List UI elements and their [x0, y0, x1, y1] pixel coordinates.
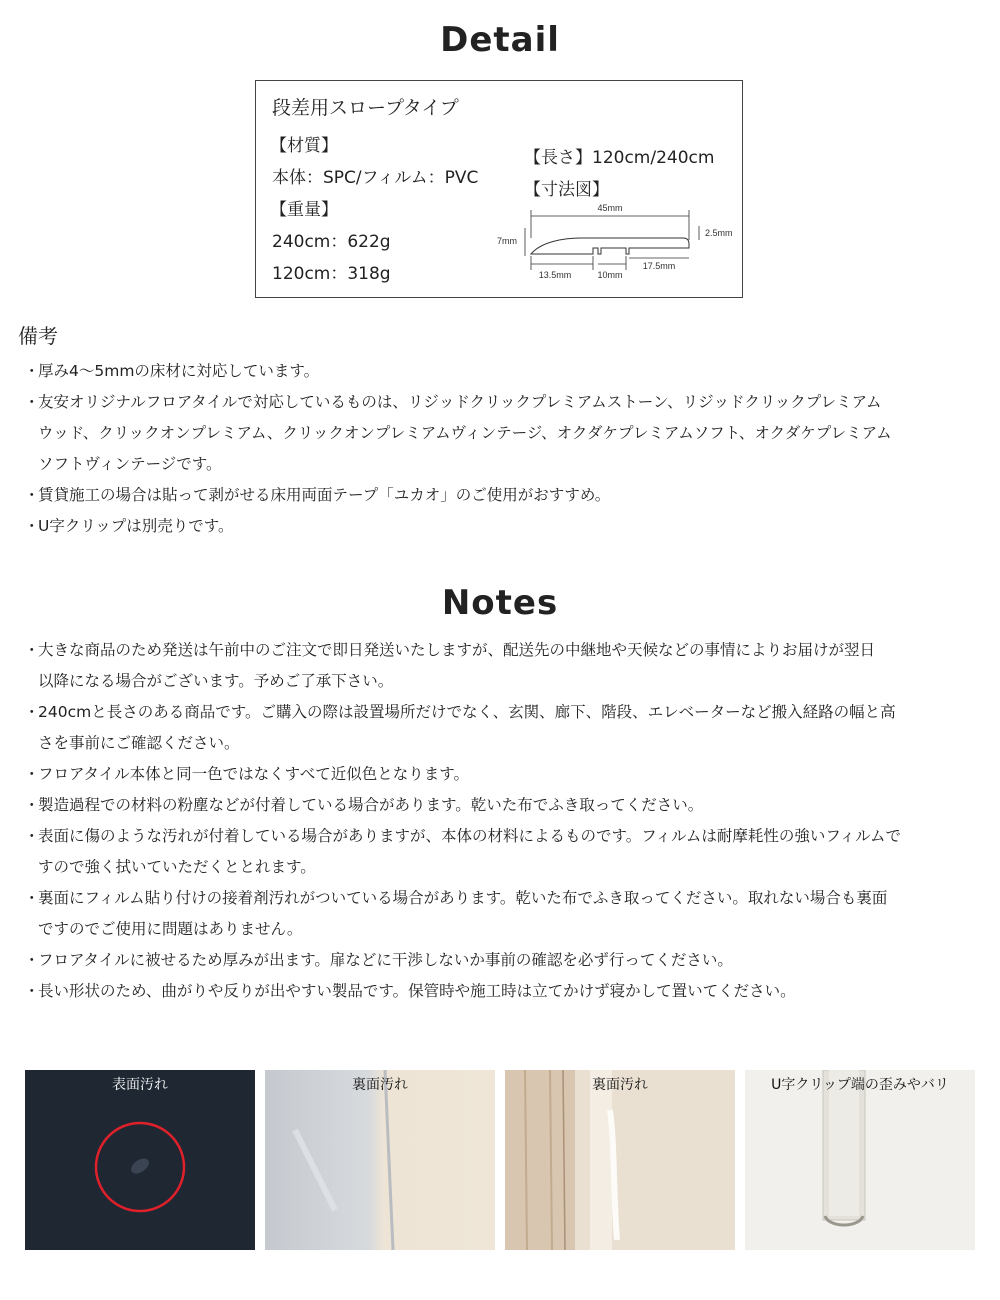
back-stain-image-2: [505, 1070, 735, 1250]
bullet-line: ウッド、クリックオンプレミアム、クリックオンプレミアムヴィンテージ、オクダケプレミアムソフト、オクダケプレミアム: [38, 424, 892, 442]
bullet-line: U字クリップは別売りです。: [38, 517, 234, 535]
bullet-line: 裏面にフィルム貼り付けの接着剤汚れがついている場合があります。乾いた布でふき取ってください。取れない場合も裏面: [38, 889, 888, 907]
bullet-item: [24, 480, 984, 511]
spec-title: 段差用スロープタイプ: [272, 97, 459, 119]
bullet-item: [24, 976, 984, 1007]
bullet-item: [24, 387, 984, 480]
bullet-item: [24, 759, 984, 790]
clip-distortion-image: [745, 1070, 975, 1250]
bullet-item: [24, 821, 984, 883]
back-stain-image-1: [265, 1070, 495, 1250]
bullet-line: 以降になる場合がございます。予めご了承下さい。: [38, 672, 394, 690]
bullet-line: ですのでご使用に問題はありません。: [38, 920, 303, 938]
photo-label: U字クリップ端の歪みやバリ: [771, 1077, 949, 1093]
weight-240: 240cm：622g: [272, 232, 391, 252]
bullet-item: [24, 945, 984, 976]
dim-right-seg: 17.5mm: [642, 261, 676, 271]
dim-left-seg: 13.5mm: [538, 270, 572, 280]
photo-back-stain-1: [265, 1070, 495, 1250]
photo-back-stain-2: [505, 1070, 735, 1250]
bullet-dot: ・: [24, 517, 40, 535]
photo-label: 裏面汚れ: [352, 1077, 408, 1093]
dim-total-width: 45mm: [597, 203, 623, 213]
bullet-line: さを事前にご確認ください。: [38, 734, 240, 752]
bullet-line: 表面に傷のような汚れが付着している場合がありますが、本体の材料によるものです。フィルムは耐摩耗性の強いフィルムで: [38, 827, 902, 845]
weight-120: 120cm：318g: [272, 264, 391, 284]
material-value: 本体：SPC/フィルム：PVC: [272, 168, 479, 188]
bullet-dot: ・: [24, 641, 40, 659]
notes-heading: Notes: [441, 583, 559, 623]
bullet-line: 240cmと長さのある商品です。ご購入の際は設置場所だけでなく、玄関、廊下、階段、エレベーターなど搬入経路の幅と高: [38, 703, 896, 721]
bullet-dot: ・: [24, 796, 40, 814]
bullet-dot: ・: [24, 362, 40, 380]
bullet-line: 製造過程での材料の粉塵などが付着している場合があります。乾いた布でふき取ってください。: [38, 796, 704, 814]
bullet-dot: ・: [24, 486, 40, 504]
bullet-line: 長い形状のため、曲がりや反りが出やすい製品です。保管時や施工時は立てかけず寝かして置いてください。: [38, 982, 796, 1000]
notes-list: [24, 635, 984, 1007]
photo-surface-stain: [25, 1070, 255, 1250]
bullet-dot: ・: [24, 889, 40, 907]
bullet-item: [24, 790, 984, 821]
material-label: 【材質】: [270, 136, 338, 156]
remarks-title: 備考: [18, 324, 58, 348]
bullet-line: ソフトヴィンテージです。: [38, 455, 222, 473]
bullet-line: すので強く拭いていただくととれます。: [38, 858, 316, 876]
bullet-item: [24, 356, 984, 387]
weight-label: 【重量】: [270, 200, 338, 220]
bullet-dot: ・: [24, 982, 40, 1000]
bullet-item: [24, 635, 984, 697]
bullet-dot: ・: [24, 827, 40, 845]
photo-label: 裏面汚れ: [592, 1077, 648, 1093]
length-label: 【長さ】120cm/240cm: [524, 148, 715, 168]
dim-height: 7mm: [497, 236, 517, 246]
bullet-line: 賃貸施工の場合は貼って剥がせる床用両面テープ「ユカオ」のご使用がおすすめ。: [38, 486, 611, 504]
bullet-dot: ・: [24, 703, 40, 721]
bullet-dot: ・: [24, 951, 40, 969]
dim-mid-seg: 10mm: [597, 270, 623, 280]
slope-profile: [531, 238, 689, 254]
bullet-dot: ・: [24, 765, 40, 783]
bullet-line: フロアタイルに被せるため厚みが出ます。扉などに干渉しないか事前の確認を必ず行ってください。: [38, 951, 733, 969]
detail-heading: Detail: [440, 20, 560, 60]
bullet-line: 厚み4〜5mmの床材に対応しています。: [38, 362, 320, 380]
dim-edge-height: 2.5mm: [705, 228, 733, 238]
bullet-line: フロアタイル本体と同一色ではなくすべて近似色となります。: [38, 765, 470, 783]
dimension-diagram: [493, 196, 743, 286]
surface-stain-image: [25, 1070, 255, 1250]
photo-label: 表面汚れ: [112, 1077, 168, 1093]
bullet-dot: ・: [24, 393, 40, 411]
bullet-item: [24, 883, 984, 945]
dimension-label: 【寸法図】: [524, 180, 609, 200]
remarks-list: [24, 356, 984, 542]
bullet-line: 友安オリジナルフロアタイルで対応しているものは、リジッドクリックプレミアムストーン、リジッドクリックプレミアム: [38, 393, 882, 411]
photo-clip-distortion: [745, 1070, 975, 1250]
bullet-item: [24, 697, 984, 759]
bullet-item: [24, 511, 984, 542]
bullet-line: 大きな商品のため発送は午前中のご注文で即日発送いたしますが、配送先の中継地や天候などの事情によりお届けが翌日: [38, 641, 876, 659]
